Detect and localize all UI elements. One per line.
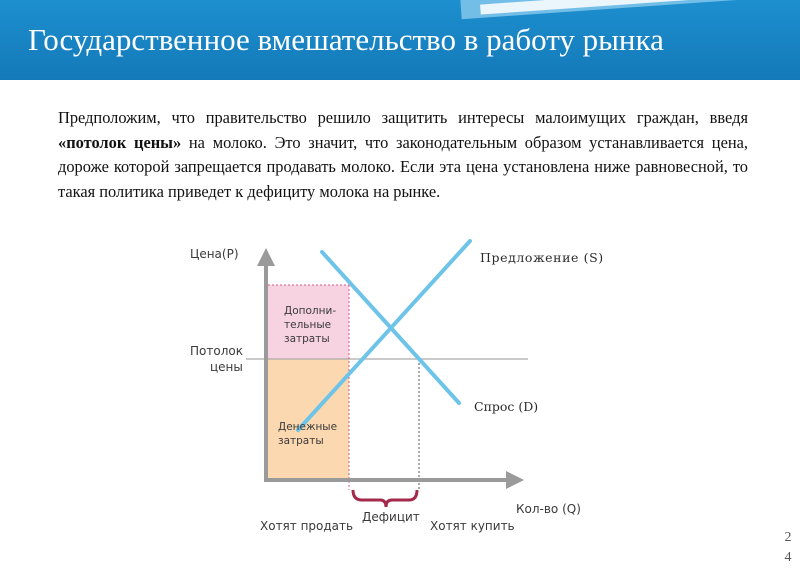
page-number: 24 <box>784 530 792 565</box>
price-ceiling-label-line1: Потолок <box>190 344 243 358</box>
y-axis-arrow <box>257 248 275 266</box>
supply-label: Предложение (S) <box>480 250 604 265</box>
paragraph-text-start: Предположим, что правительство решило защитить интересы малоимущих граждан, введя <box>58 108 748 127</box>
paragraph-text-end: на молоко. Это значит, что законодательным образом устанавливается цена, дороже которой запрещается продавать молоко. Если эта цена установлена ниже равновесной, то такая политика приведет к дефициту молока на рынке. <box>58 132 748 201</box>
y-axis-label: Цена(P) <box>190 247 239 261</box>
extra-costs-label-line2: тельные <box>284 319 332 331</box>
x-axis-label: Кол-во (Q) <box>516 502 581 516</box>
want-buy-label: Хотят купить <box>430 519 515 533</box>
price-ceiling-label-line2: цены <box>210 360 243 374</box>
deficit-brace <box>353 490 417 507</box>
demand-label: Спрос (D) <box>474 399 539 414</box>
want-sell-label: Хотят продать <box>260 519 354 533</box>
deficit-label: Дефицит <box>362 510 420 524</box>
x-axis-arrow <box>506 471 524 489</box>
money-costs-label-line2: затраты <box>278 435 324 447</box>
paragraph-bold-term: «потолок цены» <box>58 132 182 152</box>
extra-costs-label-line3: затраты <box>284 333 330 345</box>
money-costs-label-line1: Денежные <box>278 421 338 433</box>
slide-title: Государственное вмешательство в работу рынка <box>28 22 664 57</box>
extra-costs-label-line1: Дополни- <box>284 305 337 317</box>
